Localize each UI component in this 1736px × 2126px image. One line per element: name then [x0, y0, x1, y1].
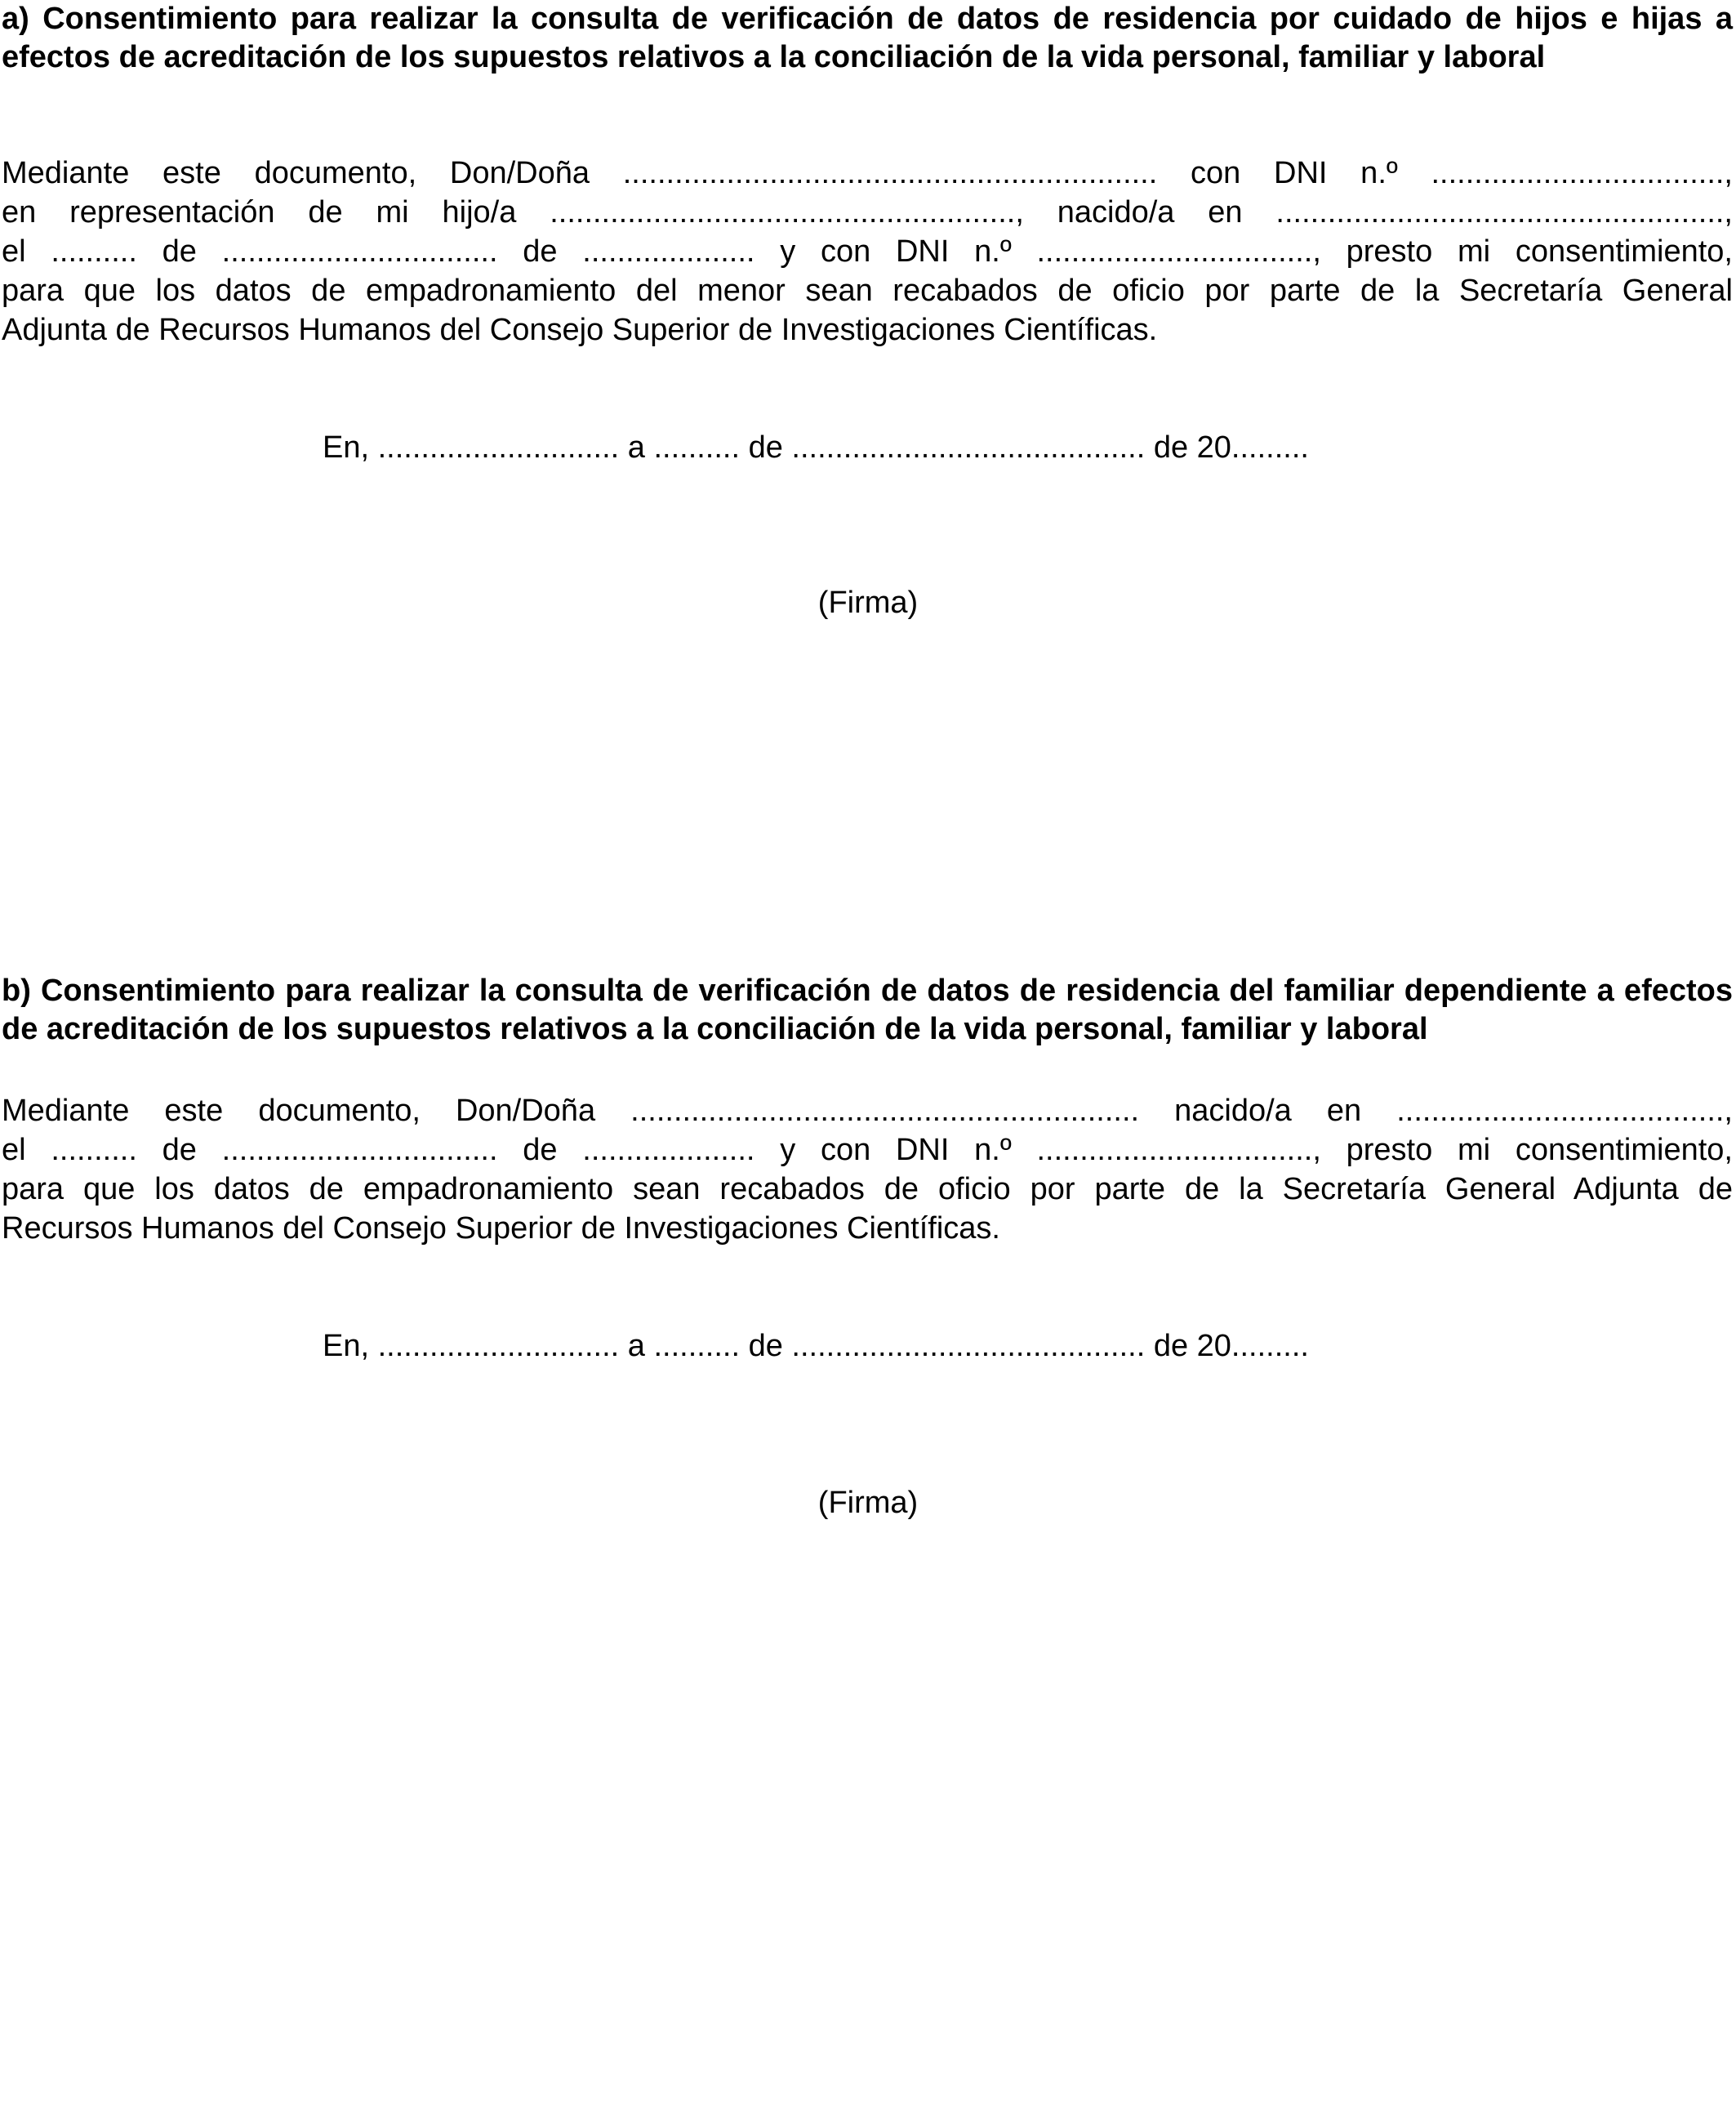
section-b-body-line: Mediante este documento, Don/Doña ........................................................... nacido/a en ......................................, — [2, 1094, 1733, 1128]
section-a-body-line: Mediante este documento, Don/Doña .............................................................. con DNI n.º .................................., — [2, 156, 1733, 190]
section-a-signature-label: (Firma) — [817, 586, 919, 620]
section-b-signature-label: (Firma) — [817, 1486, 919, 1520]
section-b-body-line: Recursos Humanos del Consejo Superior de Investigaciones Científicas. — [2, 1211, 1000, 1246]
section-a-body-line: el .......... de ................................ de .................... y con DNI n.º ................................, presto mi consentimiento, — [2, 234, 1733, 269]
section-a-body-line: Adjunta de Recursos Humanos del Consejo Superior de Investigaciones Científicas. — [2, 313, 1158, 347]
section-b-body-line: para que los datos de empadronamiento sean recabados de oficio por parte de la Secretaría General Adjunta de — [2, 1172, 1733, 1206]
section-b-body-line: el .......... de ................................ de .................... y con DNI n.º ................................, presto mi consentimiento, — [2, 1133, 1733, 1167]
section-a-body-line: en representación de mi hijo/a ......................................................, nacido/a en ...................................................., — [2, 195, 1733, 230]
section-b-date-line: En, ............................ a .......... de ......................................... de 20......... — [323, 1329, 1309, 1363]
section-b-heading: b) Consentimiento para realizar la consulta de verificación de datos de residencia del familiar dependiente a efectos de acreditación de los supuestos relativos a la conciliación de la vida personal, familiar y laboral — [2, 974, 1733, 1046]
section-a-heading: a) Consentimiento para realizar la consulta de verificación de datos de residencia por cuidado de hijos e hijas a efectos de acreditación de los supuestos relativos a la conciliación de la vida personal, familiar y laboral — [2, 2, 1733, 74]
section-a-date-line: En, ............................ a .......... de ......................................... de 20......... — [323, 430, 1309, 465]
section-a-body-line: para que los datos de empadronamiento del menor sean recabados de oficio por parte de la Secretaría General — [2, 274, 1733, 308]
